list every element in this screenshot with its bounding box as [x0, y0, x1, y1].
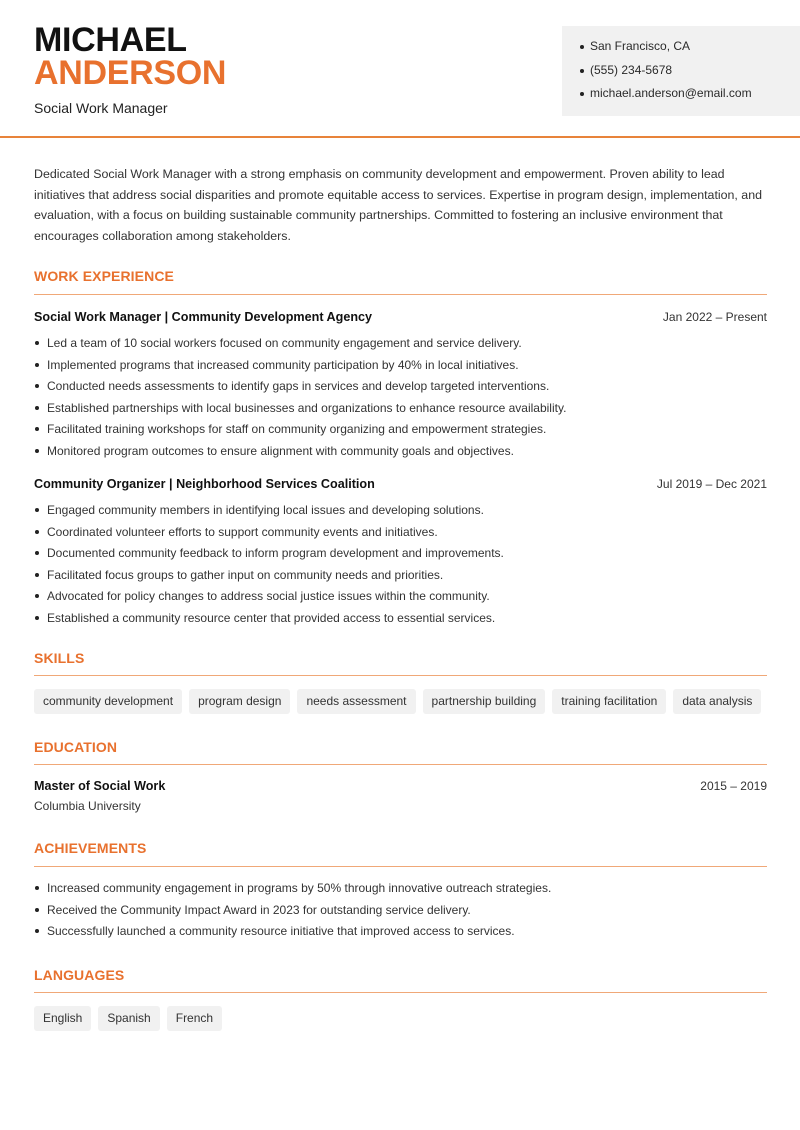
skill-tag: training facilitation [552, 689, 666, 714]
list-item: Facilitated focus groups to gather input on community needs and priorities. [34, 565, 774, 587]
list-item: Implemented programs that increased community participation by 40% in local initiatives. [34, 355, 774, 377]
section-divider [34, 866, 767, 867]
section-title-skills: SKILLS [34, 650, 85, 666]
section-title-languages: LANGUAGES [34, 967, 125, 983]
last-name: ANDERSON [34, 54, 227, 92]
contact-email[interactable]: michael.anderson@email.com [580, 83, 800, 107]
list-item: Established a community resource center that provided access to essential services. [34, 608, 774, 630]
skill-tag: needs assessment [297, 689, 415, 714]
candidate-name [34, 21, 227, 92]
section-divider [34, 294, 767, 295]
list-item: Conducted needs assessments to identify gaps in services and develop targeted interventions. [34, 376, 774, 398]
section-title-achievements: ACHIEVEMENTS [34, 840, 147, 856]
contact-phone: (555) 234-5678 [580, 60, 800, 84]
list-item: Successfully launched a community resource initiative that improved access to services. [34, 921, 774, 943]
section-divider [34, 992, 767, 993]
list-item: Monitored program outcomes to ensure alignment with community goals and objectives. [34, 441, 774, 463]
list-item: Increased community engagement in programs by 50% through innovative outreach strategies. [34, 878, 774, 900]
list-item: Facilitated training workshops for staff on community organizing and empowerment strategies. [34, 419, 774, 441]
resume-header [0, 0, 800, 138]
section-title-work: WORK EXPERIENCE [34, 268, 174, 284]
skill-tag: program design [189, 689, 290, 714]
list-item: Advocated for policy changes to address social justice issues within the community. [34, 586, 774, 608]
list-item: Received the Community Impact Award in 2023 for outstanding service delivery. [34, 900, 774, 922]
job-title: Community Organizer | Neighborhood Services Coalition [34, 477, 375, 491]
skill-tag: partnership building [423, 689, 546, 714]
job-bullets [34, 500, 774, 629]
education-degree: Master of Social Work [34, 779, 166, 793]
section-divider [34, 764, 767, 765]
job-bullets [34, 333, 774, 462]
job-dates: Jul 2019 – Dec 2021 [656, 477, 767, 491]
list-item: Established partnerships with local businesses and organizations to enhance resource availability. [34, 398, 774, 420]
list-item: Led a team of 10 social workers focused on community engagement and service delivery. [34, 333, 774, 355]
job-title: Social Work Manager | Community Development Agency [34, 310, 373, 324]
achievements-list [34, 878, 774, 943]
language-tag: English [34, 1006, 91, 1031]
skill-tag: community development [34, 689, 182, 714]
first-name: MICHAEL [34, 21, 187, 59]
language-tag: Spanish [98, 1006, 159, 1031]
contact-box [562, 26, 800, 116]
contact-location: San Francisco, CA [580, 36, 800, 60]
section-divider [34, 675, 767, 676]
language-tag: French [167, 1006, 222, 1031]
list-item: Engaged community members in identifying local issues and developing solutions. [34, 500, 774, 522]
skill-tag: data analysis [673, 689, 761, 714]
education-dates: 2015 – 2019 [700, 779, 767, 793]
section-title-education: EDUCATION [34, 739, 118, 755]
education-school: Columbia University [34, 799, 141, 813]
professional-summary: Dedicated Social Work Manager with a strong emphasis on community development and empowerment. Proven ability to lead initiatives that address social disparities and promote equitable access to services. Expertise in program design, implementation, and evaluation, with a focus on building sustainable community partnerships. Committed to fostering an inclusive environment that encourages collaboration among stakeholders. [34, 167, 762, 243]
list-item: Documented community feedback to inform program development and improvements. [34, 543, 774, 565]
skills-list [34, 689, 761, 714]
job-role: Social Work Manager [34, 100, 168, 116]
job-dates: Jan 2022 – Present [662, 310, 767, 324]
languages-list [34, 1006, 222, 1031]
list-item: Coordinated volunteer efforts to support community events and initiatives. [34, 522, 774, 544]
